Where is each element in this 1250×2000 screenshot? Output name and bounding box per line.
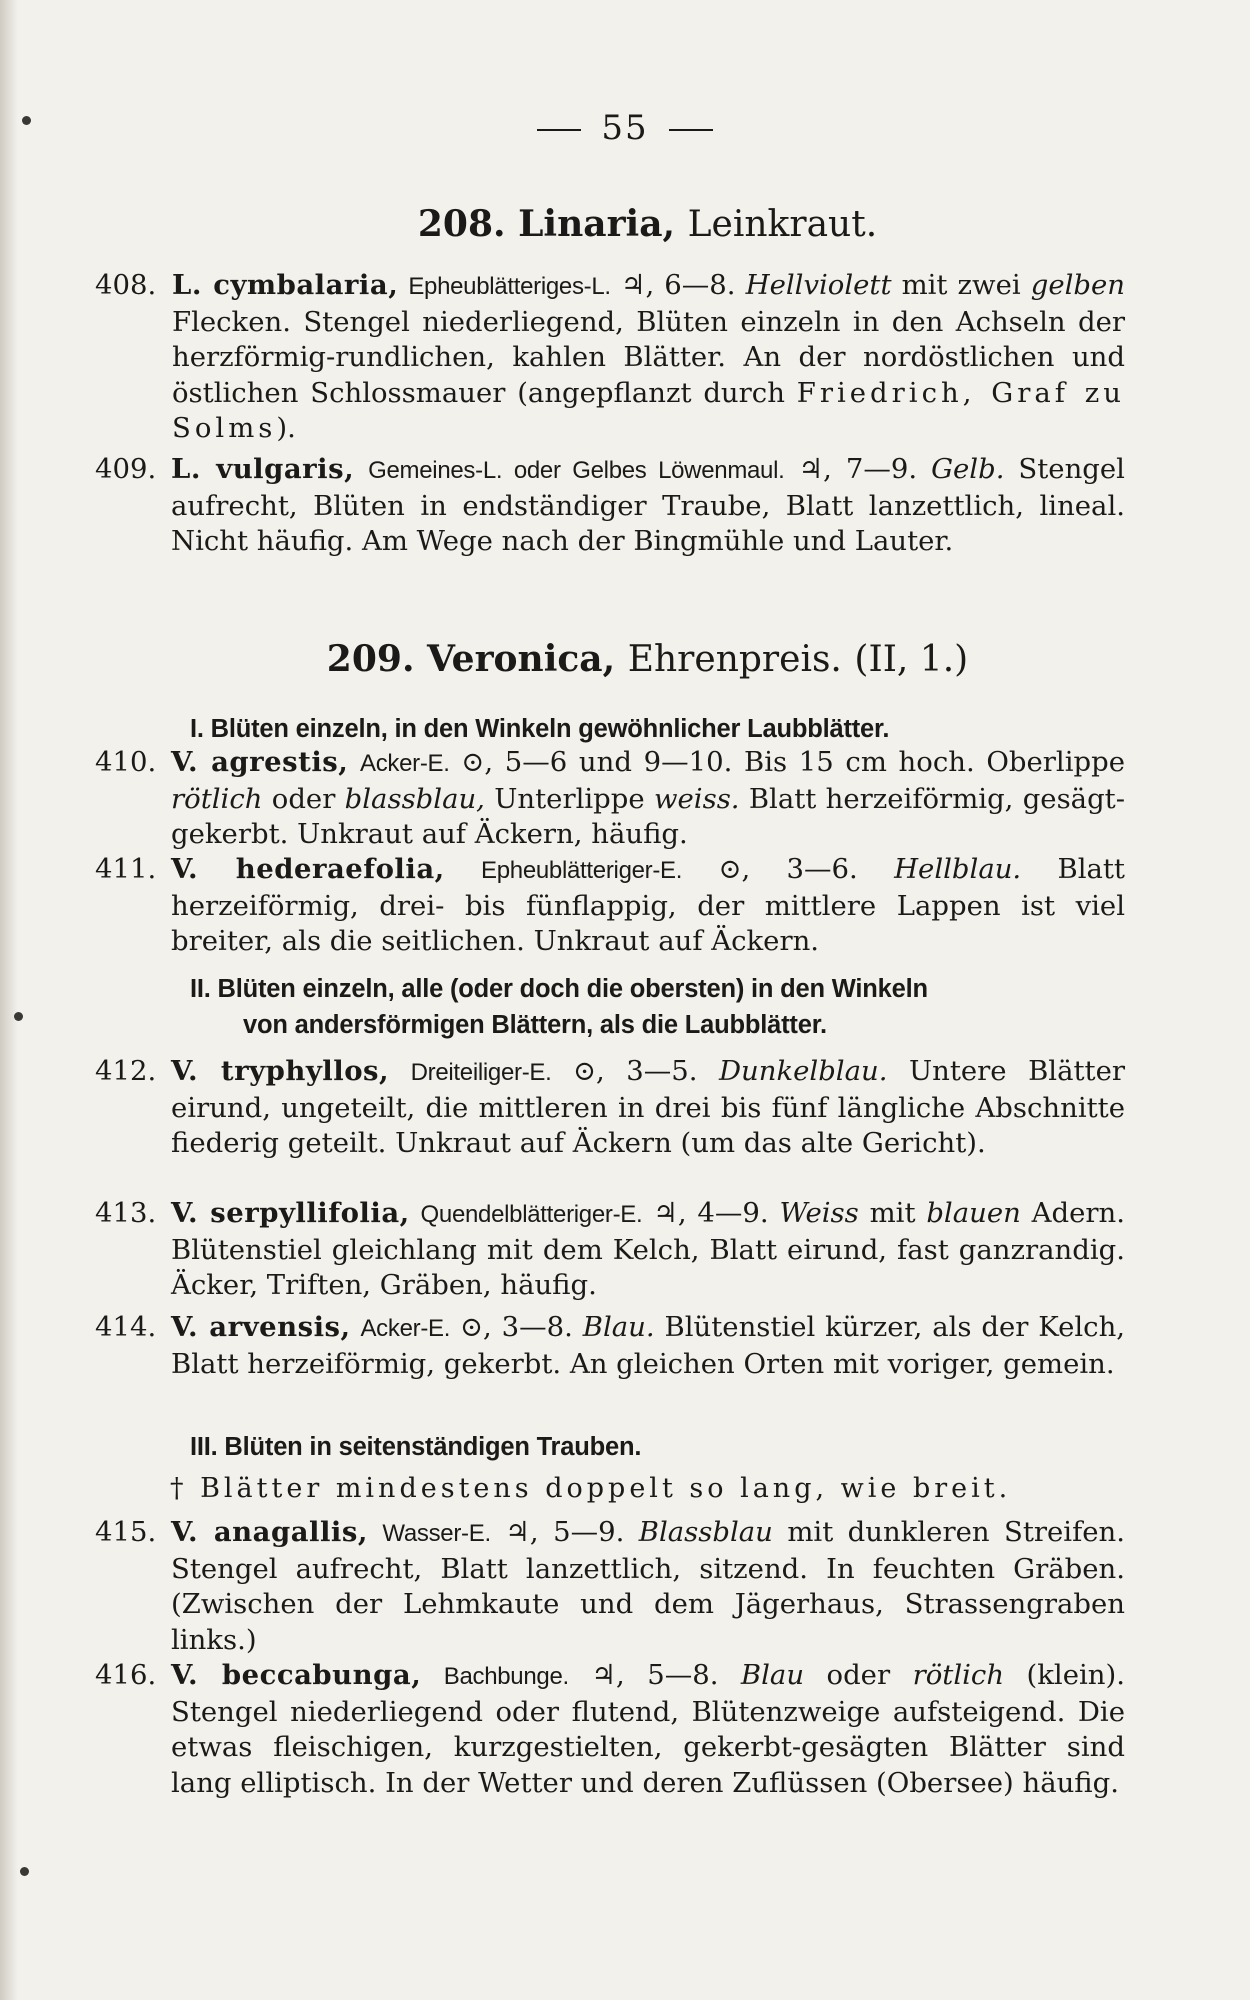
- entry-413: 413. V. serpyllifolia, Quendelblätteriger-E. ♃, 4—9. Weiss mit blauen Adern. Blütenstiel gleichlang mit dem Kelch, Blatt eirund, fast ganzrandig. Äcker, Triften, Gräben, häufig.: [95, 1197, 1125, 1301]
- section-heading-II-line2: von andersförmigen Blättern, als die Laubblätter.: [243, 1011, 827, 1039]
- entry-412: 412. V. tryphyllos, Dreiteiliger-E. ⊙, 3—5. Dunkelblau. Untere Blätter eirund, ungeteilt, die mittleren in drei bis fünf längliche Abschnitte fiederig geteilt. Unkraut auf Äckern (um das alte Gericht).: [95, 1055, 1125, 1159]
- dash-right: [669, 129, 713, 131]
- entry-411: 411. V. hederaefolia, Epheublätteriger-E. ⊙, 3—6. Hellblau. Blatt herzeiförmig, drei- bis fünflappig, der mittlere Lappen ist viel breiter, als die seitlichen. Unkraut auf Äckern.: [95, 853, 1125, 957]
- genus-heading-208: 208. Linaria, Leinkraut.: [417, 203, 878, 245]
- section-heading-III: III. Blüten in seitenständigen Trauben.: [190, 1433, 642, 1461]
- entry-409: 409. L. vulgaris, Gemeines-L. oder Gelbes Löwenmaul. ♃, 7—9. Gelb. Stengel aufrecht, Blüten in endständiger Traube, Blatt lanzettlich, lineal. Nicht häufig. Am Wege nach der Bingmühle und Lauter.: [95, 453, 1125, 557]
- section-heading-I: I. Blüten einzeln, in den Winkeln gewöhnlicher Laubblätter.: [190, 715, 890, 743]
- page-edge-shadow: [0, 0, 18, 2000]
- page-number: 55: [0, 108, 1250, 148]
- section-heading-II-line1: II. Blüten einzeln, alle (oder doch die obersten) in den Winkeln: [190, 975, 928, 1003]
- margin-mark: [20, 1867, 29, 1876]
- genus-heading-209: 209. Veronica, Ehrenpreis. (II, 1.): [326, 638, 969, 680]
- dash-left: [537, 129, 581, 131]
- entry-416: 416. V. beccabunga, Bachbunge. ♃, 5—8. Blau oder rötlich (klein). Stengel niederliegend oder flutend, Blütenzweige aufsteigend. Die etwas fleischigen, kurzgestielten, gekerbt-gesägten Blätter sind lang elliptisch. In der Wetter und deren Zuflüssen (Obersee) häufig.: [95, 1659, 1125, 1799]
- entry-408: 408. L. cymbalaria, Epheublätteriges-L. ♃, 6—8. Hellviolett mit zwei gelben Flecken. Stengel niederliegend, Blüten einzeln in den Achseln der herzförmig-rundlichen, kahlen Blätter. An der nordöstlichen und östlichen Schlossmauer (angepflanzt durch Friedrich, Graf zu Solms).: [95, 269, 1125, 444]
- entry-415: 415. V. anagallis, Wasser-E. ♃, 5—9. Blassblau mit dunkleren Streifen. Stengel aufrecht, Blatt lanzettlich, sitzend. In feuchten Gräben. (Zwischen der Lehmkaute und dem Jägerhaus, Strassengraben links.): [95, 1516, 1126, 1656]
- entry-410: 410. V. agrestis, Acker-E. ⊙, 5—6 und 9—10. Bis 15 cm hoch. Oberlippe rötlich oder blassblau, Unterlippe weiss. Blatt herzeiförmig, gesägt-gekerbt. Unkraut auf Äckern, häufig.: [95, 746, 1126, 850]
- entry-414: 414. V. arvensis, Acker-E. ⊙, 3—8. Blau. Blütenstiel kürzer, als der Kelch, Blatt herzeiförmig, gekerbt. An gleichen Orten mit voriger, gemein.: [95, 1311, 1126, 1380]
- margin-mark: [14, 1012, 23, 1021]
- subsection-note: † Blätter mindestens doppelt so lang, wie breit.: [170, 1473, 1012, 1504]
